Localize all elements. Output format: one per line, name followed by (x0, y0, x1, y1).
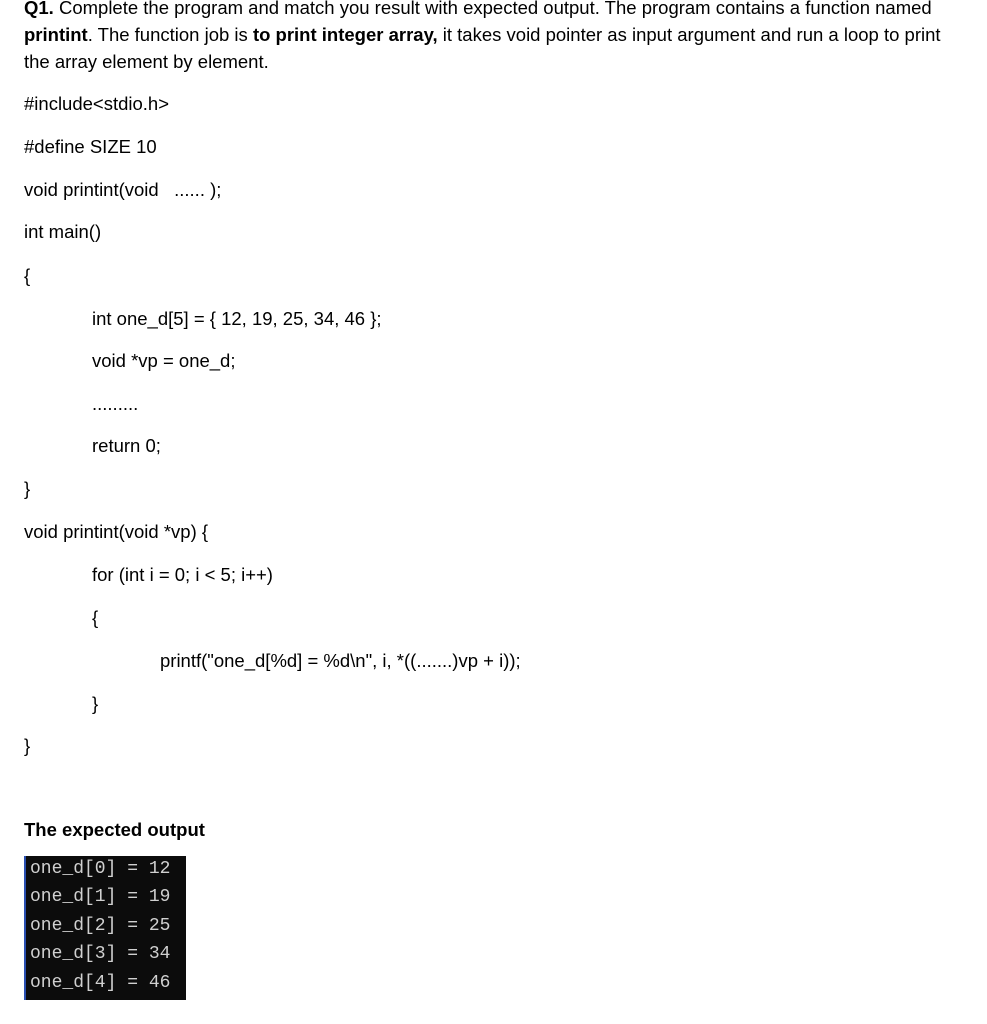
code-line-loop-open-brace: { (92, 607, 99, 628)
console-line: one_d[2] = 25 (30, 916, 171, 936)
console-line: one_d[1] = 19 (30, 887, 171, 907)
code-line-printf: printf("one_d[%d] = %d\n", i, *((.......)vp + i)); (160, 650, 521, 671)
code-line-loop-close-brace: } (92, 693, 99, 714)
code-line-main-close-brace: } (24, 478, 31, 499)
question-text-2: . The function job is (87, 24, 253, 45)
console-output (24, 856, 186, 1000)
code-line-array-decl: int one_d[5] = { 12, 19, 25, 34, 46 }; (92, 308, 382, 329)
console-line: one_d[4] = 46 (30, 973, 171, 993)
code-line-printint-close-brace: } (24, 735, 31, 756)
code-line-return: return 0; (92, 435, 161, 456)
question-text-3: it takes void pointer as input argument and run a loop to print the array element by element. (24, 24, 941, 72)
console-line: one_d[0] = 12 (30, 859, 171, 879)
question-text-1: Complete the program and match you result with expected output. The program contains a function named (53, 0, 932, 18)
code-line-main-open-brace: { (24, 265, 31, 286)
question-function-name: printint (24, 24, 88, 45)
code-line-printint-signature: void printint(void *vp) { (24, 521, 209, 542)
code-line-for-loop: for (int i = 0; i < 5; i++) (92, 564, 273, 585)
question-bold-phrase: to print integer array, (252, 24, 438, 45)
console-line: one_d[3] = 34 (30, 944, 171, 964)
code-line-void-pointer: void *vp = one_d; (92, 350, 236, 371)
code-line-define: #define SIZE 10 (24, 136, 157, 157)
question-paragraph (24, 0, 964, 75)
code-line-prototype: void printint(void ...... ); (24, 179, 222, 200)
code-line-blank-dots: ......... (92, 393, 139, 414)
code-line-include: #include<stdio.h> (24, 93, 170, 114)
question-label: Q1. (24, 0, 54, 18)
code-line-main-signature: int main() (24, 221, 102, 242)
expected-output-heading: The expected output (24, 819, 205, 840)
